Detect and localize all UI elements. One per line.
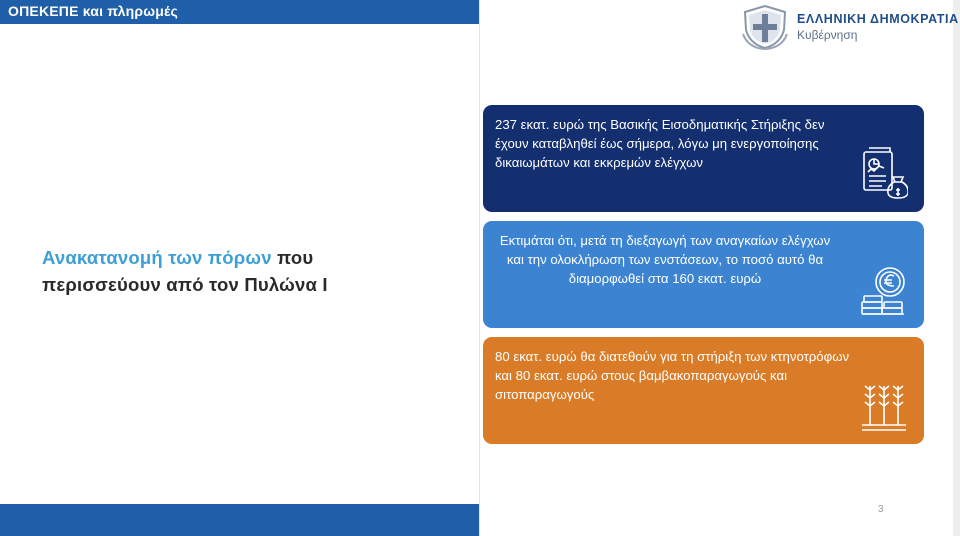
wheat-icon [860, 378, 908, 432]
header-title: ΟΠΕΚΕΠΕ και πληρωμές [8, 3, 179, 19]
page-number: 3 [878, 504, 884, 515]
slide-headline [42, 244, 462, 298]
slide-header [0, 0, 479, 24]
slide-footer [0, 504, 479, 536]
window-edge [953, 0, 960, 536]
headline-accent: Ανακατανομή των πόρων [42, 247, 272, 268]
info-card-unpaid [483, 105, 924, 212]
card-text: Εκτιμάται ότι, μετά τη διεξαγωγή των αναγκαίων ελέγχων και την ολοκλήρωση των ενστάσεων, το ποσό αυτό θα διαμορφωθεί στα 160 εκατ. ευρώ [499, 233, 831, 286]
info-card-allocation [483, 337, 924, 444]
gov-subtitle: Κυβέρνηση [797, 28, 858, 42]
card-text: 80 εκατ. ευρώ θα διατεθούν για τη στήριξη των κτηνοτρόφων και 80 εκατ. ευρώ στους βαμβακοπαραγωγούς και σιτοπαραγωγούς [495, 349, 850, 402]
report-money-icon [860, 146, 908, 200]
euro-coins-icon [860, 262, 908, 316]
gov-title: ΕΛΛΗΝΙΚΗ ΔΗΜΟΚΡΑΤΙΑ [797, 12, 959, 26]
info-card-estimate [483, 221, 924, 328]
government-logo [740, 4, 960, 50]
headline-rest: που [271, 247, 314, 268]
headline-line2: περισσεύουν από τον Πυλώνα Ι [42, 274, 328, 295]
slide-divider [479, 0, 480, 536]
greek-seal-icon [740, 4, 790, 50]
card-text: 237 εκατ. ευρώ της Βασικής Εισοδηματικής Στήριξης δεν έχουν καταβληθεί έως σήμερα, λόγω μη ενεργοποίησης δικαιωμάτων και εκκρεμών ελέγχων [495, 117, 825, 170]
